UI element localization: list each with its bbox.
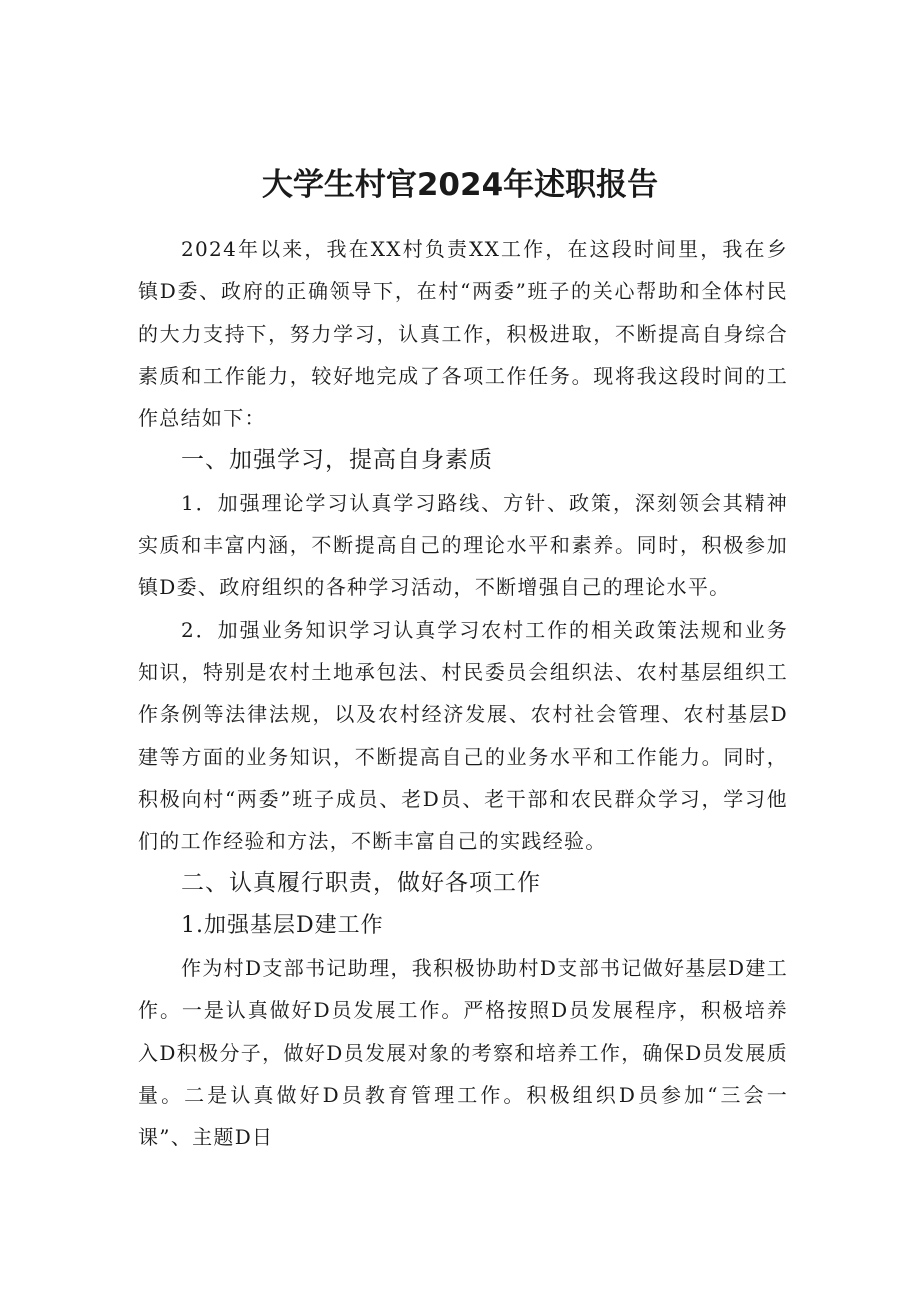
- section-1-item-1: 1．加强理论学习认真学习路线、方针、政策，深刻领会其精神实质和丰富内涵，不断提高自己的理论水平和素养。同时，积极参加镇D委、政府组织的各种学习活动，不断增强自己的理论水平。: [138, 490, 788, 600]
- intro-paragraph: 2024年以来，我在XX村负责XX工作，在这段时间里，我在乡镇D委、政府的正确领导下，在村“两委”班子的关心帮助和全体村民的大力支持下，努力学习，认真工作，积极进取，不断提高自身综合素质和工作能力，较好地完成了各项工作任务。现将我这段时间的工作总结如下：: [138, 237, 788, 431]
- document-title: 大学生村官2024年述职报告: [261, 167, 659, 203]
- section-2-subheading-1: 1.加强基层D建工作: [181, 912, 384, 938]
- section-1-heading: 一、加强学习，提高自身素质: [181, 447, 493, 474]
- section-1-item-2: 2．加强业务知识学习认真学习农村工作的相关政策法规和业务知识，特别是农村土地承包法、村民委员会组织法、农村基层组织工作条例等法律法规，以及农村经济发展、农村社会管理、农村基层D建等方面的业务知识，不断提高自己的业务水平和工作能力。同时，积极向村“两委”班子成员、老D员、老干部和农民群众学习，学习他们的工作经验和方法，不断丰富自己的实践经验。: [138, 617, 788, 854]
- section-2-heading: 二、认真履行职责，做好各项工作: [181, 870, 541, 897]
- section-2-paragraph-1: 作为村D支部书记助理，我积极协助村D支部书记做好基层D建工作。一是认真做好D员发展工作。严格按照D员发展程序，积极培养入D积极分子，做好D员发展对象的考察和培养工作，确保D员发展质量。二是认真做好D员教育管理工作。积极组织D员参加“三会一课”、主题D日: [138, 956, 788, 1150]
- document-body: [138, 228, 788, 1159]
